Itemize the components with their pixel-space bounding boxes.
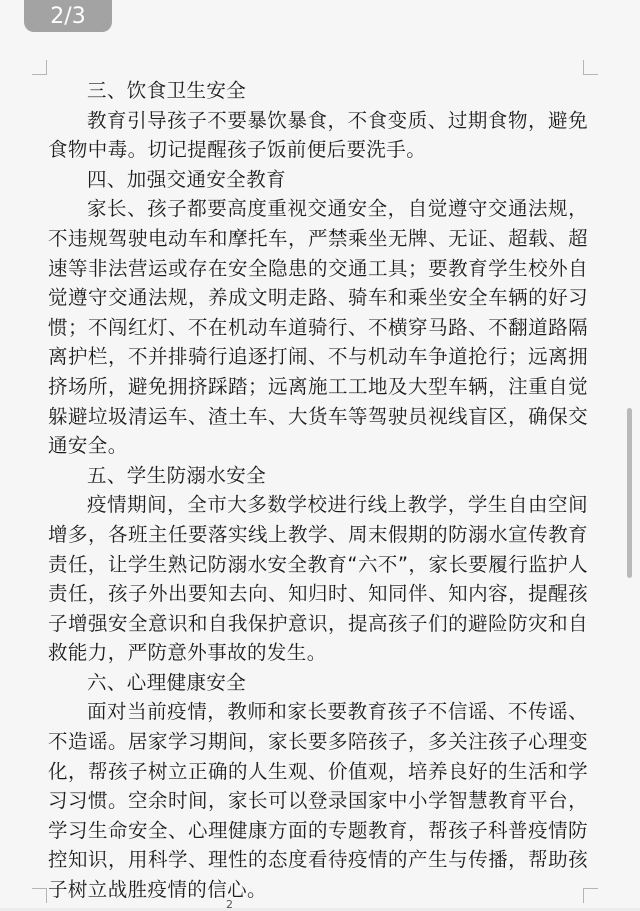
section-heading: 六、心理健康安全: [87, 670, 247, 694]
scrollbar-thumb[interactable]: [627, 408, 632, 578]
page-indicator-badge: 2/3: [24, 0, 112, 32]
section-paragraph: 家长、孩子都要高度重视交通安全，自觉遵守交通法规，不违规驾驶电动车和摩托车，严禁乘坐无牌、无证、超载、超速等非法营运或存在安全隐患的交通工具；要教育学生校外自觉遵守交通法规，养成文明走路、骑车和乘坐安全车辆的好习惯；不闯红灯、不在机动车道骑行、不横穿马路、不翻道路隔离护栏，不并排骑行追逐打闹、不与机动车争道抢行；远离拥挤场所，避免拥挤踩踏；远离施工工地及大型车辆，注重自觉躲避垃圾清运车、渣土车、大货车等驾驶员视线盲区，确保交通安全。: [48, 197, 588, 458]
section-paragraph: 教育引导孩子不要暴饮暴食，不食变质、过期食物，避免食物中毒。切记提醒孩子饭前便后要洗手。: [48, 108, 588, 162]
crop-mark-top-right: [583, 60, 598, 75]
section-heading: 四、加强交通安全教育: [87, 167, 287, 191]
crop-mark-bottom-left: [32, 888, 47, 903]
crop-mark-top-left: [32, 60, 47, 75]
section-heading: 五、学生防溺水安全: [87, 463, 267, 487]
section-heading: 三、饮食卫生安全: [87, 79, 247, 102]
section-paragraph: 面对当前疫情，教师和家长要教育孩子不信谣、不传谣、不造谣。居家学习期间，家长要多陪孩子，多关注孩子心理变化，帮孩子树立正确的人生观、价值观，培养良好的生活和学习习惯。空余时间，家长可以登录国家中小学智慧教育平台，学习生命安全、心理健康方面的专题教育，帮孩子科普疫情防控知识，用科学、理性的态度看待疫情的产生与传播，帮助孩子树立战胜疫情的信心。: [48, 700, 588, 902]
footer-page-number: 2: [226, 898, 233, 911]
document-body: [48, 76, 588, 905]
section-paragraph: 疫情期间，全市大多数学校进行线上教学，学生自由空间增多，各班主任要落实线上教学、周末假期的防溺水宣传教育责任，让学生熟记防溺水安全教育“六不”，家长要履行监护人责任，孩子外出要知去向、知归时、知同伴、知内容，提醒孩子增强安全意识和自我保护意识，提高孩子们的避险防灾和自救能力，严防意外事故的发生。: [48, 493, 588, 665]
